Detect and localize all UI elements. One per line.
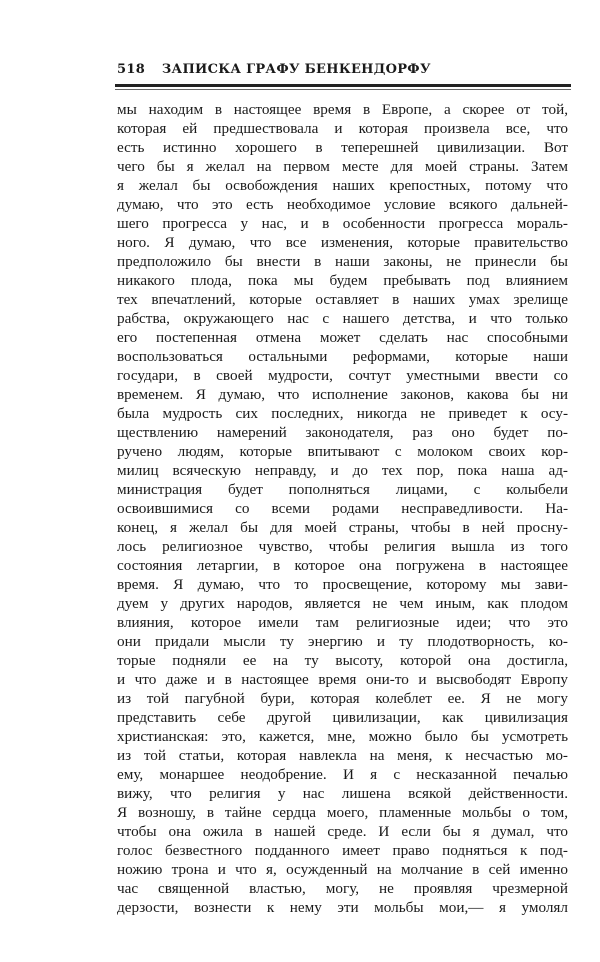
text-line: была мудрость сих последних, никогда не приведет к осу- bbox=[117, 405, 568, 422]
text-line: время. Я думаю, что то просвещение, которому мы зави- bbox=[117, 576, 568, 593]
text-line: есть истинно хорошего в теперешней цивилизации. Вот bbox=[117, 139, 568, 156]
text-line: воспользоваться остальными реформами, которые наши bbox=[117, 348, 568, 365]
text-line: торые подняли ее на ту высоту, которой она достигла, bbox=[117, 652, 568, 669]
header-rule-thin bbox=[115, 89, 571, 90]
text-line: они придали мысли ту энергию и ту плодотворность, ко- bbox=[117, 633, 568, 650]
text-line: лось религиозное чувство, чтобы религия вышла из того bbox=[117, 538, 568, 555]
text-line: ручено людям, которые впитывают с молоком своих кор- bbox=[117, 443, 568, 460]
text-line: временем. Я думаю, что исполнение законов, какова бы ни bbox=[117, 386, 568, 403]
text-line: министрация будет пополняться лицами, с колыбели bbox=[117, 481, 568, 498]
text-line: влияния, которое имели там религиозные идеи; что это bbox=[117, 614, 568, 631]
text-line: чтобы она ожила в нашей среде. И если бы я думал, что bbox=[117, 823, 568, 840]
running-title: ЗАПИСКА ГРАФУ БЕНКЕНДОРФУ bbox=[161, 62, 431, 77]
text-line: никакого плода, пока мы будем пребывать под влиянием bbox=[117, 272, 568, 289]
text-line: час священной властью, могу, не проявляя чрезмерной bbox=[117, 880, 568, 897]
text-line: голос безвестного подданного имеет право подняться к под- bbox=[117, 842, 568, 859]
text-line: дерзости, вознести к нему эти мольбы мои,— я умолял bbox=[117, 899, 568, 916]
text-line: мы находим в настоящее время в Европе, а скорее от той, bbox=[117, 101, 568, 118]
text-line: я желал бы освобождения наших крепостных, потому что bbox=[117, 177, 568, 194]
text-line: чего бы я желал на первом месте для моей страны. Затем bbox=[117, 158, 568, 175]
page-number: 518 bbox=[117, 62, 146, 77]
text-line: тех впечатлений, которые оставляет в наших умах зрелище bbox=[117, 291, 568, 308]
text-line: ножию трона и что я, осужденный на молчание в сей именно bbox=[117, 861, 568, 878]
running-header bbox=[117, 62, 569, 82]
text-line: освоившимися со всеми родами несправедливости. На- bbox=[117, 500, 568, 517]
text-line: из той статьи, которая навлекла на меня, к несчастью мо- bbox=[117, 747, 568, 764]
text-line: ему, монаршее неодобрение. И я с несказанной печалью bbox=[117, 766, 568, 783]
text-line: состояния летаргии, в которое она погружена в настоящее bbox=[117, 557, 568, 574]
text-line: и что даже и в настоящее время они-то и высвободят Европу bbox=[117, 671, 568, 688]
text-line: ществлению намерений законодателя, раз оно будет по- bbox=[117, 424, 568, 441]
text-line: из той пагубной бури, которая колеблет ее. Я не могу bbox=[117, 690, 568, 707]
text-line: думаю, что это есть необходимое условие всякого дальней- bbox=[117, 196, 568, 213]
header-rule bbox=[115, 84, 571, 87]
text-line: конец, я желал бы для моей страны, чтобы в ней просну- bbox=[117, 519, 568, 536]
text-line: рабства, окружающего нас с нашего детства, и что только bbox=[117, 310, 568, 327]
text-line: представить себе другой цивилизации, как цивилизация bbox=[117, 709, 568, 726]
text-line: христианская: это, кажется, мне, можно было бы усмотреть bbox=[117, 728, 568, 745]
text-line: шего прогресса у нас, и в особенности прогресса мораль- bbox=[117, 215, 568, 232]
text-line: предположило бы внести в наши законы, не принесли бы bbox=[117, 253, 568, 270]
text-line: милиц всяческую неправду, и до тех пор, пока наша ад- bbox=[117, 462, 568, 479]
text-line: государи, в своей мудрости, сочтут уместными ввести со bbox=[117, 367, 568, 384]
text-line: вижу, что религия у нас лишена всякой действенности. bbox=[117, 785, 568, 802]
text-line: его постепенная отмена может сделать нас способными bbox=[117, 329, 568, 346]
text-line: Я возношу, в тайне сердца моего, пламенные мольбы о том, bbox=[117, 804, 568, 821]
page-body-text bbox=[117, 100, 568, 917]
text-line: ного. Я думаю, что все изменения, которые правительство bbox=[117, 234, 568, 251]
text-line: дуем у других народов, является не чем иным, как плодом bbox=[117, 595, 568, 612]
text-line: которая ей предшествовала и которая произвела все, что bbox=[117, 120, 568, 137]
